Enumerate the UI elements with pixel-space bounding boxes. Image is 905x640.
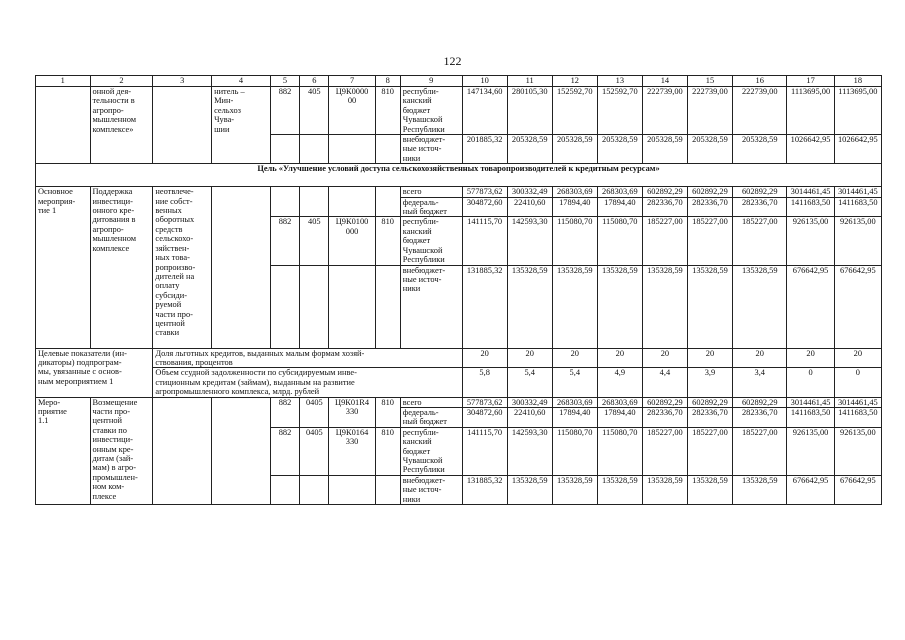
funding-source: республи- канский бюджет Чувашской Республики [400, 87, 462, 135]
value-cell: 185227,00 [642, 427, 687, 475]
header-cell: 16 [732, 76, 787, 87]
table-row [36, 187, 882, 197]
value-cell: 268303,69 [552, 187, 597, 197]
value-cell: 0 [787, 368, 834, 397]
value-cell: 115080,70 [552, 217, 597, 265]
table-cell [212, 187, 271, 348]
value-cell: 222739,00 [687, 87, 732, 135]
header-cell: 9 [400, 76, 462, 87]
value-cell: 142593,30 [507, 217, 552, 265]
expense-type-code: 810 [375, 217, 400, 265]
table-cell [212, 397, 271, 504]
target-article-code: Ц9К01R4 330 [329, 397, 375, 427]
value-cell: 222739,00 [732, 87, 787, 135]
funding-source: внебюджет- ные источ- ники [400, 135, 462, 164]
value-cell: 268303,69 [552, 397, 597, 407]
header-cell: 11 [507, 76, 552, 87]
value-cell: 268303,69 [597, 397, 642, 407]
funding-source: всего [400, 187, 462, 197]
value-cell: 926135,00 [787, 427, 834, 475]
value-cell: 0 [834, 368, 881, 397]
grbs-code: 882 [270, 87, 299, 135]
value-cell: 4,9 [597, 368, 642, 397]
target-article-code: Ц9К0164 330 [329, 427, 375, 475]
value-cell: 1026642,95 [787, 135, 834, 164]
value-cell: 602892,29 [732, 187, 787, 197]
value-cell: 20 [787, 348, 834, 368]
target-article-code: Ц9К0100 000 [329, 217, 375, 265]
value-cell: 268303,69 [597, 187, 642, 197]
value-cell: 1113695,00 [834, 87, 881, 135]
table-cell [300, 187, 329, 217]
value-cell: 152592,70 [552, 87, 597, 135]
table-cell [375, 187, 400, 217]
header-cell: 18 [834, 76, 881, 87]
value-cell: 131885,32 [462, 475, 507, 504]
grbs-code: 882 [270, 217, 299, 265]
section-code: 0405 [300, 427, 329, 475]
value-cell: 185227,00 [732, 217, 787, 265]
expense-type-code: 810 [375, 397, 400, 427]
value-cell: 135328,59 [732, 475, 787, 504]
value-cell: 282336,70 [687, 407, 732, 427]
value-cell: 115080,70 [597, 427, 642, 475]
funding-source: всего [400, 397, 462, 407]
value-cell: 142593,30 [507, 427, 552, 475]
value-cell: 17894,40 [597, 197, 642, 217]
value-cell: 17894,40 [597, 407, 642, 427]
table-cell [270, 187, 299, 217]
value-cell: 135328,59 [687, 265, 732, 348]
indicators-label: Целевые показатели (ин- дикаторы) подпрограм- мы, увязанные с основ- ным мероприятием 1 [36, 348, 153, 397]
value-cell: 135328,59 [642, 475, 687, 504]
value-cell: 135328,59 [552, 475, 597, 504]
value-cell: 141115,70 [462, 217, 507, 265]
header-cell: 7 [329, 76, 375, 87]
indicator-text: Доля льготных кредитов, выданных малым формам хозяй- ствования, процентов [153, 348, 462, 368]
header-cell: 13 [597, 76, 642, 87]
page-number: 122 [443, 54, 462, 68]
value-cell: 22410,60 [507, 407, 552, 427]
header-cell: 12 [552, 76, 597, 87]
value-cell: 3,4 [732, 368, 787, 397]
activity-name: Поддержка инвестици- онного кре- дитования в агропро- мышленном комплексе [90, 187, 153, 348]
table-cell [329, 187, 375, 217]
activity-name: онной дея- тельности в агропро- мышленном комплексе» [90, 87, 153, 164]
value-cell: 300332,49 [507, 187, 552, 197]
funding-source: внебюджет- ные источ- ники [400, 475, 462, 504]
value-cell: 1411683,50 [787, 197, 834, 217]
budget-table [35, 75, 882, 505]
table-cell [375, 135, 400, 164]
table-cell [375, 265, 400, 348]
value-cell: 205328,59 [642, 135, 687, 164]
funding-source: федераль- ный бюджет [400, 407, 462, 427]
value-cell: 205328,59 [597, 135, 642, 164]
table-cell [270, 135, 299, 164]
header-cell: 4 [212, 76, 271, 87]
value-cell: 304872,60 [462, 197, 507, 217]
value-cell: 185227,00 [732, 427, 787, 475]
table-cell [329, 265, 375, 348]
header-cell: 15 [687, 76, 732, 87]
value-cell: 282336,70 [642, 407, 687, 427]
table-cell [153, 397, 212, 504]
expected-result: неотвлече- ние собст- венных оборотных средств сельскохо- зяйствен- ных това- ропроизво- дителей на оплату субсиди- руемой части про- центной ставки [153, 187, 212, 348]
value-cell: 3014461,45 [834, 187, 881, 197]
value-cell: 20 [552, 348, 597, 368]
indicator-row [36, 348, 882, 368]
value-cell: 926135,00 [787, 217, 834, 265]
value-cell: 577873,62 [462, 397, 507, 407]
value-cell: 676642,95 [787, 265, 834, 348]
value-cell: 577873,62 [462, 187, 507, 197]
value-cell: 141115,70 [462, 427, 507, 475]
section-code: 0405 [300, 397, 329, 427]
value-cell: 135328,59 [597, 265, 642, 348]
value-cell: 115080,70 [552, 427, 597, 475]
header-cell: 8 [375, 76, 400, 87]
value-cell: 5,8 [462, 368, 507, 397]
table-cell [329, 135, 375, 164]
table-cell [375, 475, 400, 504]
value-cell: 20 [507, 348, 552, 368]
expense-type-code: 810 [375, 427, 400, 475]
table-cell [270, 265, 299, 348]
value-cell: 185227,00 [642, 217, 687, 265]
table-cell [270, 475, 299, 504]
value-cell: 185227,00 [687, 217, 732, 265]
value-cell: 135328,59 [687, 475, 732, 504]
value-cell: 201885,32 [462, 135, 507, 164]
grbs-code: 882 [270, 427, 299, 475]
value-cell: 676642,95 [787, 475, 834, 504]
goal-title: Цель «Улучшение условий доступа сельскохозяйственных товаропроизводителей к кредитным ресурсам» [36, 164, 882, 187]
activity-label: Меро- приятие 1.1 [36, 397, 91, 504]
value-cell: 135328,59 [642, 265, 687, 348]
value-cell: 1411683,50 [834, 197, 881, 217]
value-cell: 300332,49 [507, 397, 552, 407]
value-cell: 115080,70 [597, 217, 642, 265]
header-cell: 10 [462, 76, 507, 87]
value-cell: 282336,70 [732, 197, 787, 217]
value-cell: 147134,60 [462, 87, 507, 135]
value-cell: 602892,29 [732, 397, 787, 407]
value-cell: 1411683,50 [834, 407, 881, 427]
value-cell: 22410,60 [507, 197, 552, 217]
value-cell: 926135,00 [834, 427, 881, 475]
header-cell: 17 [787, 76, 834, 87]
value-cell: 135328,59 [552, 265, 597, 348]
table-cell [153, 87, 212, 164]
value-cell: 20 [687, 348, 732, 368]
expense-type-code: 810 [375, 87, 400, 135]
target-article-code: Ц9К0000 00 [329, 87, 375, 135]
value-cell: 602892,29 [687, 187, 732, 197]
value-cell: 304872,60 [462, 407, 507, 427]
value-cell: 4,4 [642, 368, 687, 397]
funding-source: федераль- ный бюджет [400, 197, 462, 217]
goal-row [36, 164, 882, 187]
value-cell: 17894,40 [552, 407, 597, 427]
value-cell: 205328,59 [732, 135, 787, 164]
value-cell: 1411683,50 [787, 407, 834, 427]
value-cell: 3,9 [687, 368, 732, 397]
value-cell: 5,4 [507, 368, 552, 397]
indicator-row [36, 368, 882, 397]
value-cell: 20 [642, 348, 687, 368]
table-cell [300, 135, 329, 164]
value-cell: 5,4 [552, 368, 597, 397]
indicator-text: Объем ссудной задолженности по субсидируемым инве- стиционным кредитам (займам), выданным на развитие агропромышленного комплекса, млрд. рублей [153, 368, 462, 397]
table-row [36, 397, 882, 407]
funding-source: внебюджет- ные источ- ники [400, 265, 462, 348]
header-cell: 1 [36, 76, 91, 87]
table-cell [300, 265, 329, 348]
value-cell: 17894,40 [552, 197, 597, 217]
value-cell: 205328,59 [507, 135, 552, 164]
value-cell: 222739,00 [642, 87, 687, 135]
value-cell: 135328,59 [507, 475, 552, 504]
header-cell: 3 [153, 76, 212, 87]
header-cell: 2 [90, 76, 153, 87]
executor-cell: нитель – Мин- сельхоз Чува- шии [212, 87, 271, 164]
funding-source: республи- канский бюджет Чувашской Республики [400, 427, 462, 475]
value-cell: 280105,30 [507, 87, 552, 135]
value-cell: 926135,00 [834, 217, 881, 265]
value-cell: 1026642,95 [834, 135, 881, 164]
activity-name: Возмещение части про- центной ставки по инвестици- онным кре- дитам (зай- мам) в агро- промышлен- ном ком- плексе [90, 397, 153, 504]
value-cell: 135328,59 [597, 475, 642, 504]
value-cell: 602892,29 [687, 397, 732, 407]
value-cell: 282336,70 [732, 407, 787, 427]
value-cell: 3014461,45 [834, 397, 881, 407]
value-cell: 3014461,45 [787, 187, 834, 197]
header-cell: 5 [270, 76, 299, 87]
value-cell: 20 [597, 348, 642, 368]
header-row [36, 76, 882, 87]
value-cell: 3014461,45 [787, 397, 834, 407]
activity-label: Основное мероприя- тие 1 [36, 187, 91, 348]
value-cell: 20 [732, 348, 787, 368]
header-cell: 6 [300, 76, 329, 87]
value-cell: 131885,32 [462, 265, 507, 348]
table-cell [36, 87, 91, 164]
value-cell: 282336,70 [642, 197, 687, 217]
value-cell: 185227,00 [687, 427, 732, 475]
table-cell [300, 475, 329, 504]
funding-source: республи- канский бюджет Чувашской Республики [400, 217, 462, 265]
value-cell: 152592,70 [597, 87, 642, 135]
value-cell: 602892,29 [642, 397, 687, 407]
value-cell: 135328,59 [507, 265, 552, 348]
value-cell: 20 [834, 348, 881, 368]
grbs-code: 882 [270, 397, 299, 427]
value-cell: 20 [462, 348, 507, 368]
header-cell: 14 [642, 76, 687, 87]
section-code: 405 [300, 217, 329, 265]
value-cell: 1113695,00 [787, 87, 834, 135]
value-cell: 676642,95 [834, 265, 881, 348]
value-cell: 205328,59 [687, 135, 732, 164]
value-cell: 205328,59 [552, 135, 597, 164]
value-cell: 282336,70 [687, 197, 732, 217]
table-row [36, 87, 882, 135]
value-cell: 676642,95 [834, 475, 881, 504]
table-cell [329, 475, 375, 504]
value-cell: 602892,29 [642, 187, 687, 197]
value-cell: 135328,59 [732, 265, 787, 348]
section-code: 405 [300, 87, 329, 135]
